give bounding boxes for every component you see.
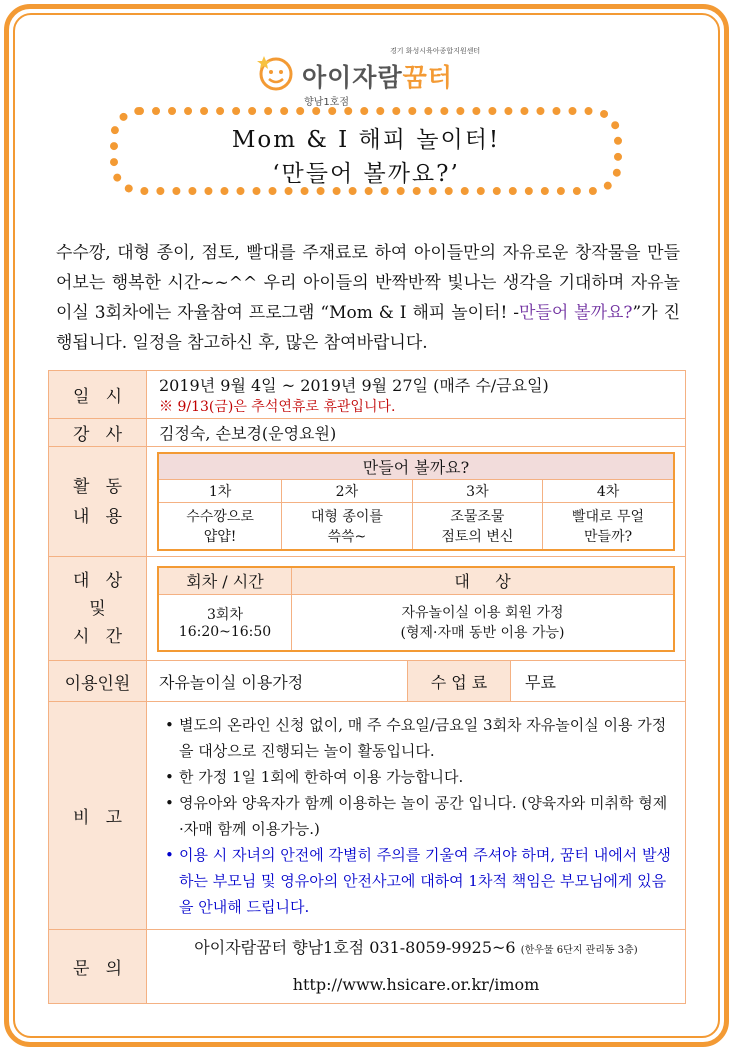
activity-label-2: 내 용 xyxy=(72,506,123,527)
title-line-1: Mom & I 해피 놀이터! xyxy=(231,127,501,153)
activity-table xyxy=(157,452,675,552)
target-label-2: 및 xyxy=(89,598,106,619)
date-note: ※ 9/13(금)은 추석연휴로 휴관입니다. xyxy=(159,399,396,415)
notes-list xyxy=(147,712,671,920)
teacher-label: 강 사 xyxy=(49,419,147,447)
target-label-3: 시 간 xyxy=(72,626,123,647)
contact-cell xyxy=(147,930,686,1004)
session-desc-line: 빨대로 무얼 xyxy=(572,509,645,525)
contact-line xyxy=(148,931,684,968)
session-desc-line: 얍얍! xyxy=(203,529,237,545)
session-desc-line: 만들까? xyxy=(584,529,633,545)
users-value: 자유놀이실 이용가정 xyxy=(159,672,304,692)
session-desc xyxy=(282,502,413,550)
activity-label-1: 활 동 xyxy=(72,476,123,497)
activity-header: 만들어 볼까요? xyxy=(158,453,674,480)
users-fee-row xyxy=(147,661,685,701)
teacher-value: 김정숙, 손보경(운영요원) xyxy=(147,419,686,447)
schedule-time: 16:20~16:50 xyxy=(178,624,272,641)
session-desc xyxy=(412,502,543,550)
fee-value: 무료 xyxy=(525,672,556,692)
schedule-target-cell xyxy=(292,595,675,651)
session-desc xyxy=(543,502,674,550)
title-box xyxy=(110,107,622,195)
logo xyxy=(250,38,490,108)
session-desc-line: 조물조물 xyxy=(450,509,505,525)
intro-text-before: 수수깡, 대형 종이, 점토, 빨대를 주재료로 하여 아이들만의 자유로운 창작물을 만들어보는 행복한 시간~~^^ 우리 아이들의 반짝반짝 빛나는 생각을 기대하며 자유놀이실 3회차에는 자율참여 프로그램 “Mom & I 해피 놀이터! - xyxy=(56,243,680,323)
date-cell xyxy=(147,371,686,419)
target-label-1: 대 상 xyxy=(72,570,123,591)
session-desc xyxy=(158,502,282,550)
session-desc-line: 수수깡으로 xyxy=(186,509,254,525)
note-item: • 별도의 온라인 신청 없이, 매 주 수요일/금요일 3회차 자유놀이실 이용 가정을 대상으로 진행되는 놀이 활동입니다. xyxy=(165,712,671,764)
notes-label: 비 고 xyxy=(49,702,147,930)
intro-text-after: ”가 진행됩니다. 일정을 참고하신 후, 많은 참여바랍니다. xyxy=(56,303,680,353)
session-round: 3차 xyxy=(412,479,543,502)
schedule-target-2: (형제·자매 동반 이용 가능) xyxy=(400,625,565,642)
contact-url[interactable]: http://www.hsicare.or.kr/imom xyxy=(292,975,540,994)
schedule-time-cell xyxy=(158,595,292,651)
session-round: 4차 xyxy=(543,479,674,502)
notes-cell xyxy=(147,702,686,930)
fee-label: 수 업 료 xyxy=(408,661,511,701)
schedule-target-1: 자유놀이실 이용 회원 가정 xyxy=(401,605,564,622)
contact-address: (한우물 6단지 관리동 3층) xyxy=(520,945,638,956)
target-label xyxy=(49,557,147,661)
note-item: • 한 가정 1일 1회에 한하여 이용 가능합니다. xyxy=(165,764,671,790)
contact-label: 문 의 xyxy=(49,930,147,1004)
session-desc-line: 점토의 변신 xyxy=(441,529,514,545)
logo-org-text: 경기 화성시육아종합지원센터 xyxy=(390,47,481,55)
intro-paragraph xyxy=(56,238,680,358)
logo-name xyxy=(302,58,453,94)
users-cell xyxy=(147,661,686,702)
activity-cell xyxy=(147,447,686,557)
contact-main: 아이자람꿈터 향남1호점 031-8059-9925~6 xyxy=(194,938,516,957)
date-value: 2019년 9월 4일 ~ 2019년 9월 27일 (매주 수/금요일) xyxy=(159,376,549,395)
info-table xyxy=(48,370,686,1004)
schedule-table xyxy=(157,566,675,652)
target-cell xyxy=(147,557,686,661)
note-item-safety: • 이용 시 자녀의 안전에 각별히 주의를 기울여 주셔야 하며, 꿈터 내에서 발생하는 부모님 및 영유아의 안전사고에 대하여 1차적 책임은 부모님에게 있음을 안내해 드립니다. xyxy=(165,842,671,920)
schedule-round: 3회차 xyxy=(207,607,243,624)
date-label: 일 시 xyxy=(49,371,147,419)
logo-name-part1: 아이자람 xyxy=(302,63,403,92)
logo-name-part2: 꿈터 xyxy=(402,63,453,92)
activity-label xyxy=(49,447,147,557)
logo-branch: 향남1호점 xyxy=(304,97,350,108)
session-desc-line: 쓱쓱~ xyxy=(327,529,367,545)
schedule-head-target: 대 상 xyxy=(292,567,675,595)
schedule-head-time: 회차 / 시간 xyxy=(158,567,292,595)
session-round: 1차 xyxy=(158,479,282,502)
logo-face-icon xyxy=(256,52,296,92)
session-round: 2차 xyxy=(282,479,413,502)
intro-highlight: 만들어 볼까요? xyxy=(518,303,633,323)
session-desc-line: 대형 종이를 xyxy=(310,509,383,525)
note-item: • 영유아와 양육자가 함께 이용하는 놀이 공간 입니다. (양육자와 미취학 형제·자매 함께 이용가능.) xyxy=(165,790,671,842)
title-line-2: ‘만들어 볼까요?’ xyxy=(272,161,460,187)
users-label: 이용인원 xyxy=(49,661,147,702)
